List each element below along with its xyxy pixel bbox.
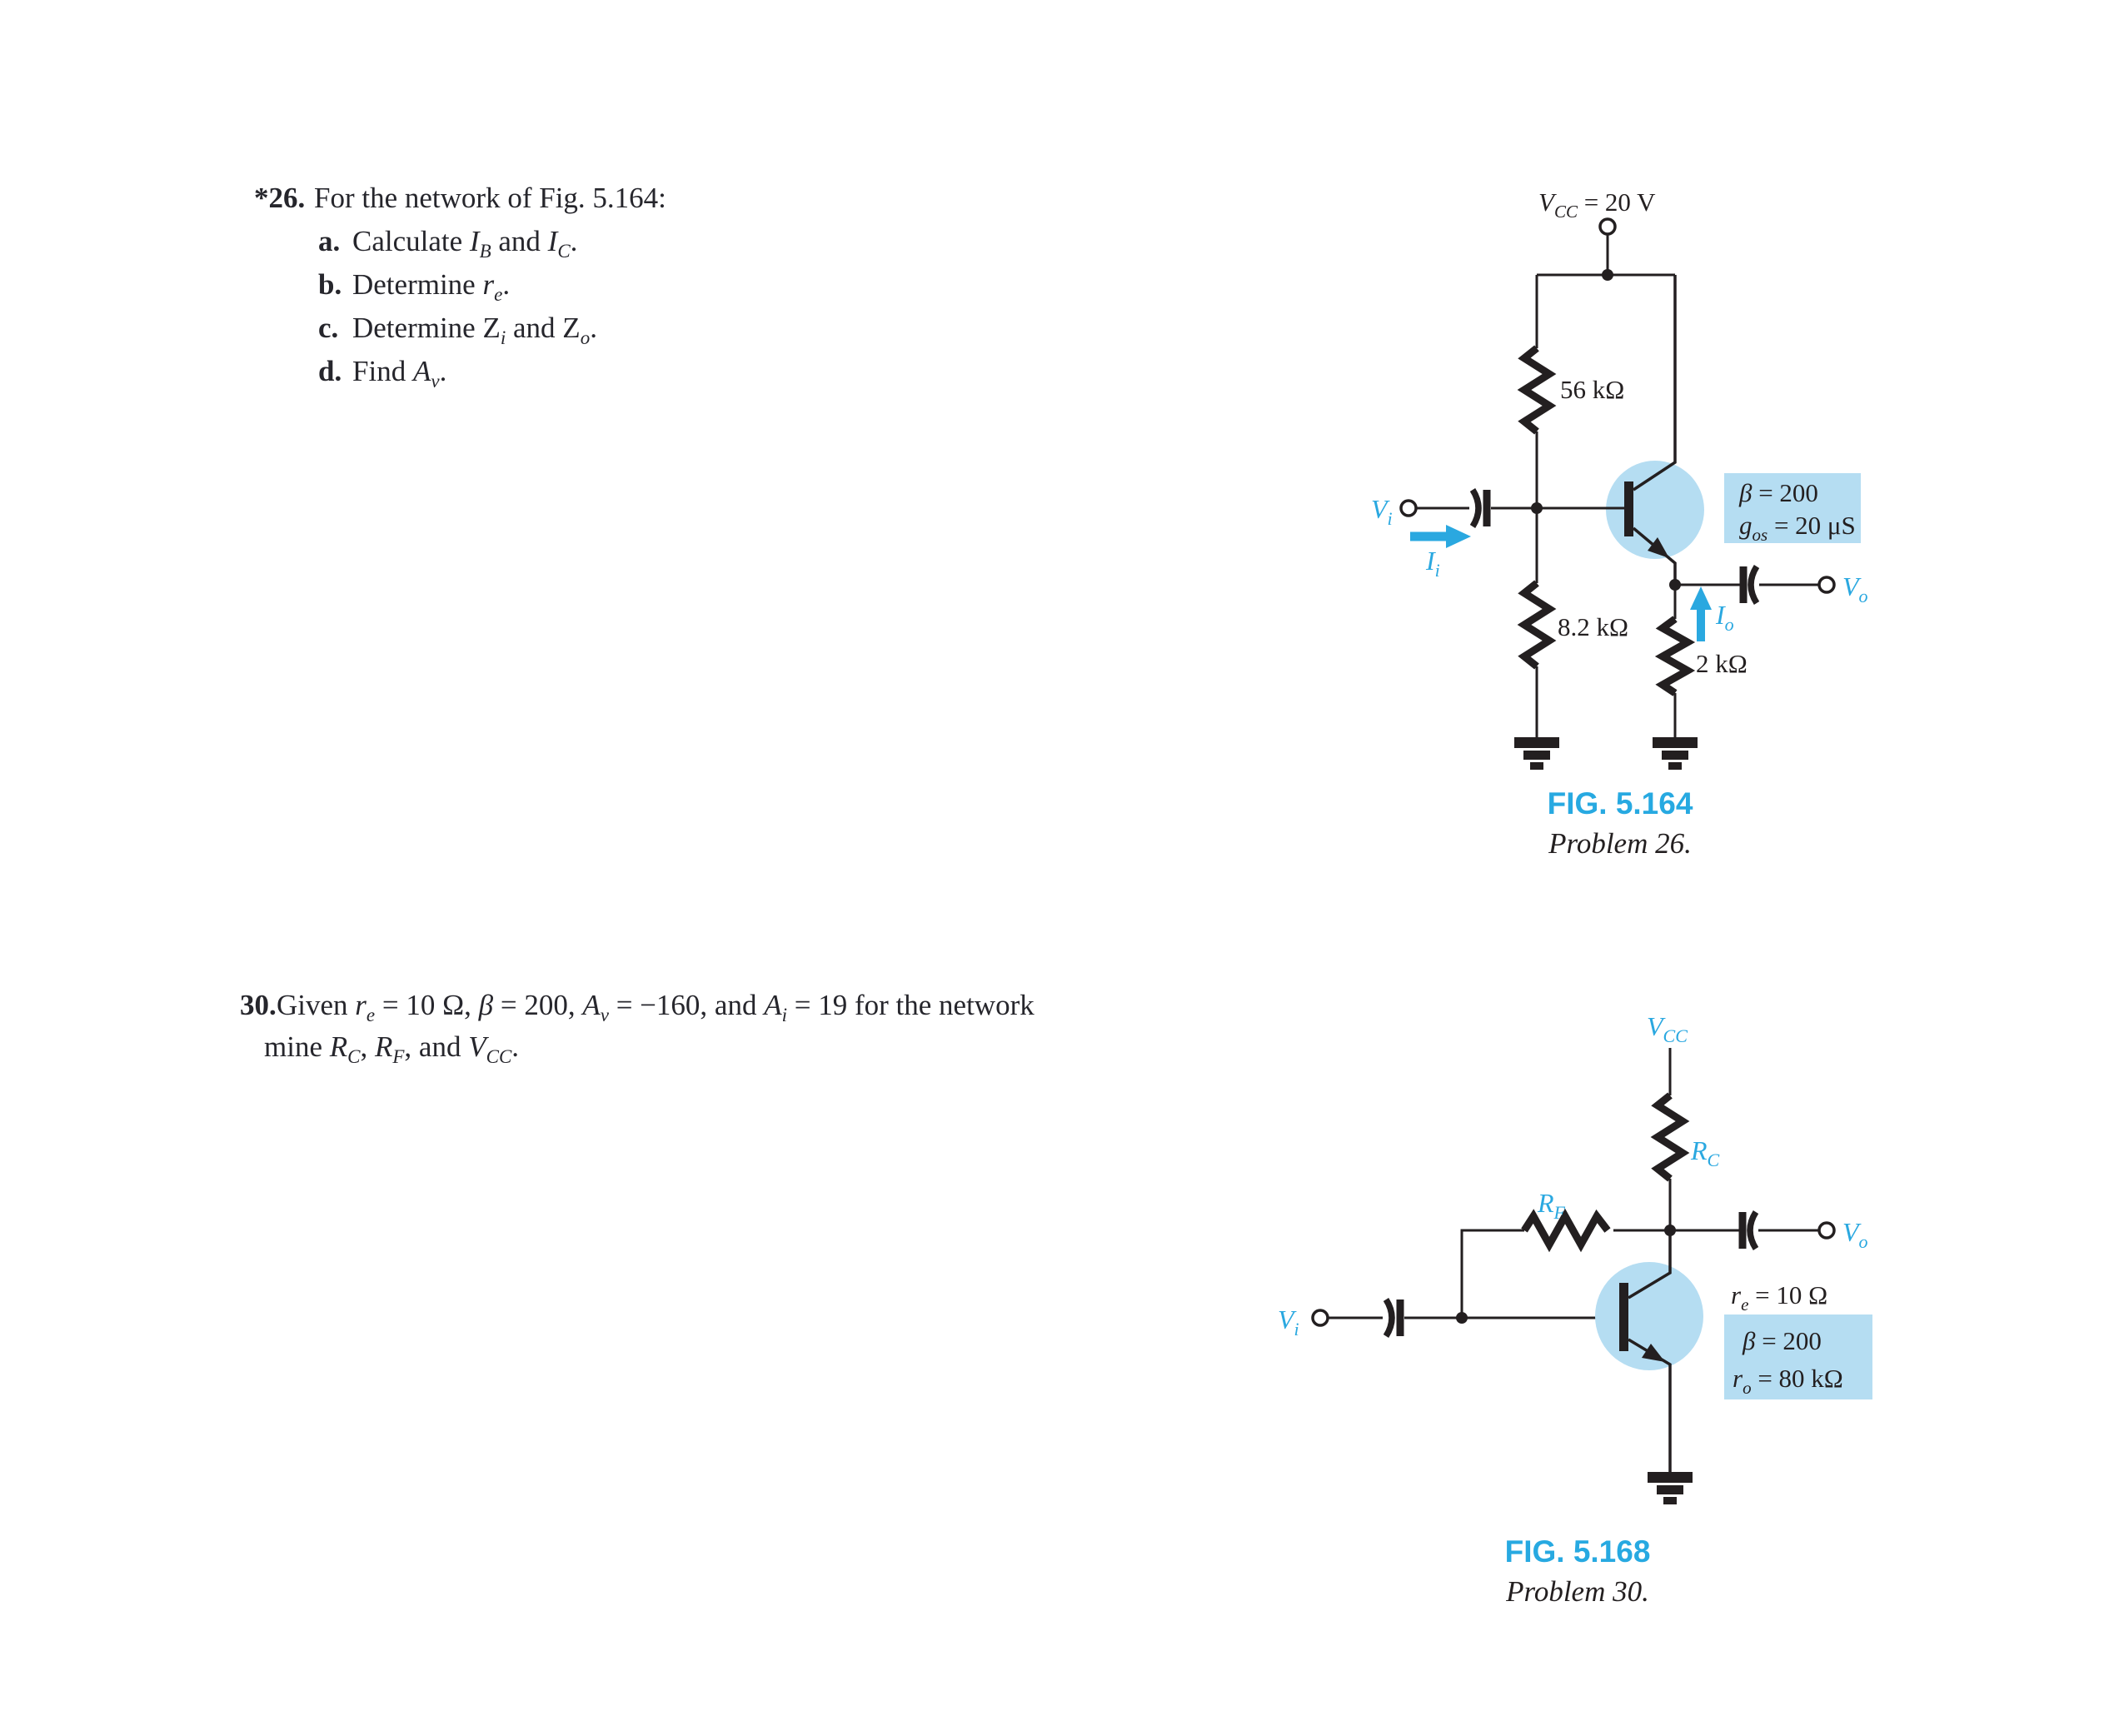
text-run: .	[590, 312, 597, 344]
vo-terminal	[1819, 577, 1834, 592]
var: I	[547, 225, 558, 257]
var: R	[329, 1030, 348, 1063]
var: A	[764, 989, 782, 1021]
var-sub: e	[494, 284, 503, 305]
var-sub: e	[366, 1005, 376, 1025]
text-run: .	[511, 1030, 520, 1063]
resistor-8-2k-label: 8.2 kΩ	[1558, 612, 1629, 641]
var-sub: B	[479, 241, 491, 262]
figure-5-164	[1283, 167, 1916, 875]
ii-label: Ii	[1426, 546, 1440, 581]
problem-26-number: *26.	[254, 182, 306, 214]
wire-rf-left	[1462, 1230, 1524, 1318]
var: A	[412, 355, 431, 387]
vcc-supply-label: VCC = 20 V	[1538, 187, 1656, 222]
text-run: Calculate	[352, 225, 470, 257]
io-label: Io	[1716, 600, 1734, 635]
beta-value: β = 200	[1739, 478, 1818, 507]
ground-symbol-right	[1653, 737, 1698, 770]
problem-30-line-2	[264, 1026, 1348, 1068]
ground-symbol-left	[1514, 737, 1559, 770]
text-run: .	[439, 355, 447, 387]
var-sub: C	[347, 1046, 361, 1067]
text-run: = 19 for the network	[786, 989, 1035, 1021]
var: R	[374, 1030, 393, 1063]
re-value: re = 10 Ω	[1731, 1280, 1828, 1314]
var: r	[355, 989, 366, 1021]
resistor-rf	[1524, 1216, 1608, 1245]
base-junction-dot	[1456, 1312, 1468, 1324]
output-capacitor	[1743, 1212, 1756, 1249]
text-run: Given	[277, 989, 356, 1021]
var-sub: v	[431, 371, 440, 392]
var: V	[468, 1030, 486, 1063]
text-run: , and	[404, 1030, 469, 1063]
vo-terminal	[1819, 1223, 1834, 1238]
vo-label: Vo	[1842, 1217, 1868, 1252]
var: β	[478, 989, 494, 1021]
ground-symbol	[1648, 1472, 1693, 1504]
var: I	[469, 225, 480, 257]
text-run: = 200,	[493, 989, 583, 1021]
item-label: b.	[318, 268, 342, 301]
vi-terminal	[1401, 501, 1416, 516]
text-run: and	[491, 225, 548, 257]
resistor-2k	[1663, 619, 1688, 693]
problem-26	[254, 177, 887, 393]
var-sub: o	[580, 327, 591, 348]
problem-26-item-a	[318, 220, 887, 263]
text-run: Find	[352, 355, 413, 387]
transistor-base-bar	[1619, 1283, 1628, 1351]
input-current-arrow	[1410, 525, 1471, 548]
text-run: and	[506, 312, 563, 344]
figure-caption: FIG. 5.164	[1547, 786, 1693, 821]
resistor-56k-label: 56 kΩ	[1560, 375, 1625, 404]
problem-26-intro-text: For the network of Fig. 5.164:	[314, 182, 666, 214]
text-run: mine	[264, 1030, 330, 1063]
text-run: = −160, and	[608, 989, 765, 1021]
gos-value: gos = 20 μS	[1739, 511, 1856, 545]
vi-label: Vi	[1278, 1304, 1299, 1339]
var-sub: i	[781, 1005, 787, 1025]
vcc-terminal	[1600, 219, 1615, 234]
problem-30-number: 30.	[240, 989, 277, 1021]
transistor-base-bar	[1624, 481, 1633, 536]
text-run: = 10 Ω,	[375, 989, 479, 1021]
vcc-supply-label: VCC	[1647, 1011, 1688, 1046]
transistor-collector-lead	[1633, 275, 1675, 490]
figure-subcaption: Problem 26.	[1548, 827, 1692, 860]
input-capacitor	[1386, 1300, 1400, 1336]
output-capacitor	[1743, 566, 1757, 603]
text-run: Determine	[352, 312, 483, 344]
text-run: Determine	[352, 268, 483, 301]
text-run: .	[502, 268, 511, 301]
ro-value: ro = 80 kΩ	[1733, 1364, 1843, 1398]
rf-label: RF	[1538, 1188, 1565, 1223]
resistor-56k	[1524, 348, 1549, 432]
problem-30	[240, 985, 1348, 1068]
vo-label: Vo	[1842, 571, 1868, 606]
problem-30-line-1	[240, 985, 1348, 1026]
var-sub: CC	[486, 1046, 512, 1067]
resistor-rc	[1658, 1095, 1683, 1179]
problem-26-item-c	[318, 307, 887, 350]
var: Z	[482, 312, 501, 344]
resistor-8-2k	[1524, 583, 1549, 666]
problem-26-intro-line	[254, 177, 887, 220]
resistor-2k-label: 2 kΩ	[1696, 649, 1748, 678]
var: r	[482, 268, 495, 301]
vi-label: Vi	[1371, 494, 1393, 529]
var: Z	[562, 312, 581, 344]
item-label: d.	[318, 355, 342, 387]
text-run: ,	[360, 1030, 375, 1063]
var-sub: v	[600, 1005, 609, 1025]
item-label: c.	[318, 312, 339, 344]
item-label: a.	[318, 225, 341, 257]
vi-terminal	[1313, 1310, 1328, 1325]
problem-26-item-b	[318, 263, 887, 307]
figure-caption: FIG. 5.168	[1504, 1534, 1651, 1569]
text-run: .	[570, 225, 578, 257]
problem-26-item-d	[318, 350, 887, 393]
rc-label: RC	[1691, 1135, 1720, 1170]
var-sub: i	[500, 327, 506, 348]
figure-5-168	[1249, 991, 1916, 1624]
var-sub: C	[557, 241, 571, 262]
figure-subcaption: Problem 30.	[1506, 1575, 1649, 1608]
input-capacitor	[1473, 490, 1487, 526]
var-sub: F	[392, 1046, 405, 1067]
beta-value: β = 200	[1743, 1326, 1822, 1355]
output-current-arrow	[1690, 586, 1712, 641]
var: A	[582, 989, 601, 1021]
